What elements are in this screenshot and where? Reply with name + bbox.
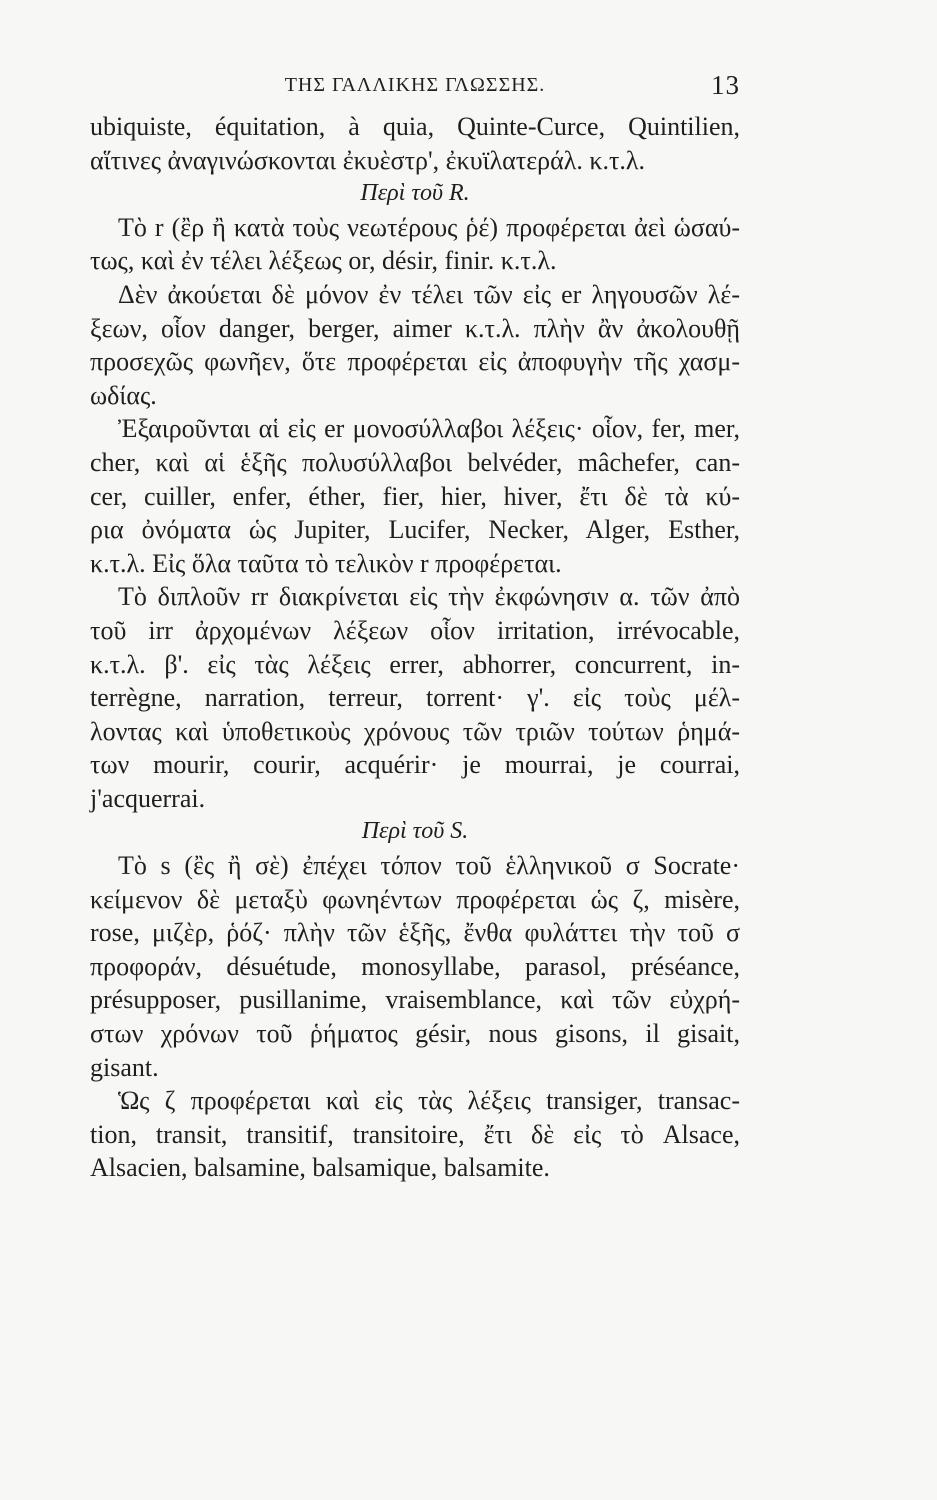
text-line: στων χρόνων τοῦ ῥήματος gésir, nous gisons, il gisait, xyxy=(90,1019,740,1049)
text-line: ubiquiste, équitation, à quia, Quinte-Curce, Quintilien, xyxy=(90,112,740,141)
text-line: Τὸ διπλοῦν rr διακρίνεται εἰς τὴν ἐκφώνησιν α. τῶν ἀπὸ xyxy=(118,582,740,612)
text-line: των mourir, courir, acquérir· je mourrai, je courrai, xyxy=(90,750,740,780)
text-line: λοντας καὶ ὑποθετικοὺς χρόνους τῶν τριῶν τούτων ῥημά- xyxy=(90,716,740,746)
running-title: ΤΗΣ ΓΑΛΛΙΚΗΣ ΓΛΩΣΣΗΣ. xyxy=(284,74,546,96)
text-line: Ἐξαιροῦνται αἱ εἰς er μονοσύλλαβοι λέξεις· οἷον, fer, mer, xyxy=(118,414,740,444)
page-number: 13 xyxy=(711,70,740,100)
text-line: cer, cuiller, enfer, éther, fier, hier, hiver, ἔτι δὲ τὰ κύ- xyxy=(90,481,740,511)
section-heading: Περὶ τοῦ R. xyxy=(360,180,470,207)
text-line: cher, καὶ αἱ ἑξῆς πολυσύλλαβοι belvéder, mâchefer, can- xyxy=(90,447,740,477)
text-line: Alsacien, balsamine, balsamique, balsamite. xyxy=(90,1153,550,1183)
body-text xyxy=(90,110,740,1185)
text-line: Τὸ r (ἒρ ἢ κατὰ τοὺς νεωτέρους ῥέ) προφέρεται ἀεὶ ὡσαύ- xyxy=(118,212,740,242)
text-line: gisant. xyxy=(90,1052,159,1082)
section-heading: Περὶ τοῦ S. xyxy=(361,818,469,845)
text-line: τως, καὶ ἐν τέλει λέξεως or, désir, finir. κ.τ.λ. xyxy=(90,246,557,276)
text-line: ωδίας. xyxy=(90,380,157,410)
text-line: tion, transit, transitif, transitoire, ἔτι δὲ εἰς τὸ Alsace, xyxy=(90,1119,740,1149)
text-line: terrègne, narration, terreur, torrent· γ'. εἰς τοὺς μέλ- xyxy=(90,683,740,713)
text-line: τοῦ irr ἀρχομένων λέξεων οἷον irritation, irrévocable, xyxy=(90,615,740,645)
running-header xyxy=(90,70,740,110)
text-line: ξεων, οἷον danger, berger, aimer κ.τ.λ. πλὴν ἂν ἀκολουθῇ xyxy=(90,313,740,343)
text-line: κ.τ.λ. β'. εἰς τὰς λέξεις errer, abhorrer, concurrent, in- xyxy=(90,649,740,679)
text-line: κ.τ.λ. Εἰς ὅλα ταῦτα τὸ τελικὸν r προφέρεται. xyxy=(90,548,562,578)
text-line: j'acquerrai. xyxy=(90,783,206,813)
text-line: Ὡς ζ προφέρεται καὶ εἰς τὰς λέξεις transiger, transac- xyxy=(118,1086,740,1116)
book-page xyxy=(90,70,740,1185)
text-line: présupposer, pusillanime, vraisemblance, καὶ τῶν εὐχρή- xyxy=(90,985,740,1015)
text-line: αἵτινες ἀναγινώσκονται ἐκυὲστρ', ἐκυϊλατεράλ. κ.τ.λ. xyxy=(90,145,646,175)
text-line: Τὸ s (ἒς ἢ σὲ) ἐπέχει τόπον τοῦ ἑλληνικοῦ σ Socrate· xyxy=(118,851,740,881)
text-line: ρια ὀνόματα ὡς Jupiter, Lucifer, Necker, Alger, Esther, xyxy=(90,515,740,545)
text-line: Δὲν ἀκούεται δὲ μόνον ἐν τέλει τῶν εἰς er ληγουσῶν λέ- xyxy=(118,279,740,309)
text-line: κείμενον δὲ μεταξὺ φωνηέντων προφέρεται ὡς ζ, misère, xyxy=(90,884,740,914)
text-line: προσεχῶς φωνῆεν, ὅτε προφέρεται εἰς ἀποφυγὴν τῆς χασμ- xyxy=(90,347,740,377)
text-line: προφοράν, désuétude, monosyllabe, parasol, préséance, xyxy=(90,951,740,981)
text-line: rose, μιζὲρ, ῥόζ· πλὴν τῶν ἑξῆς, ἔνθα φυλάττει τὴν τοῦ σ xyxy=(90,918,740,948)
